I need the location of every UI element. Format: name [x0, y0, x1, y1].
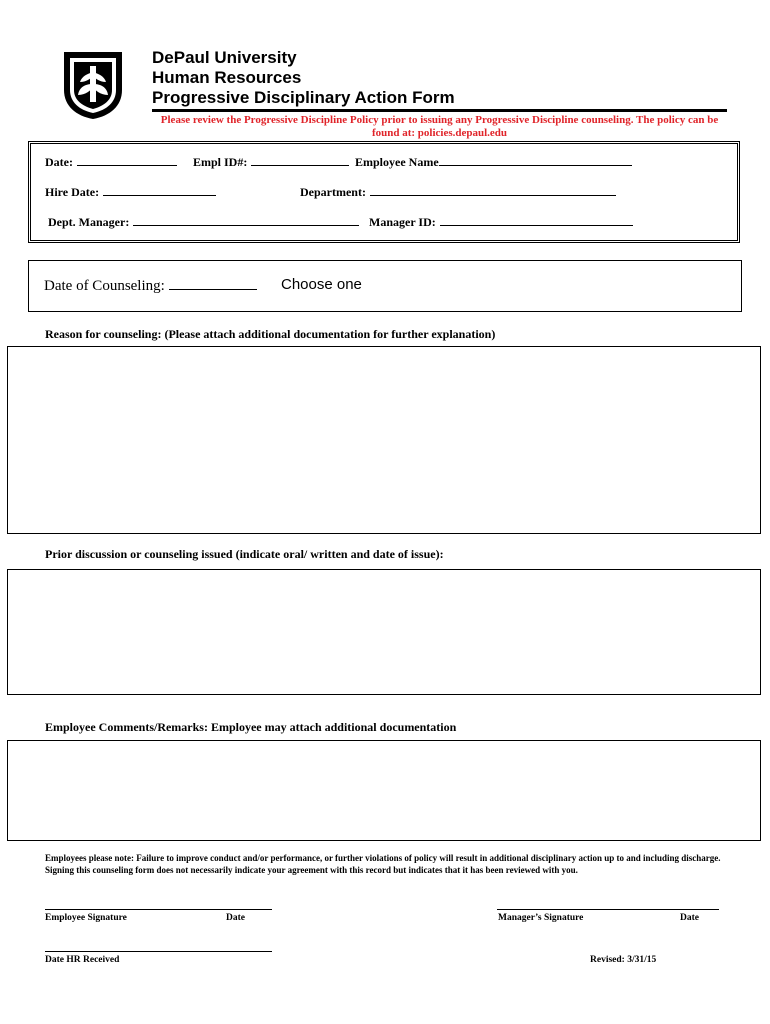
empl-id-field[interactable]	[193, 155, 349, 170]
hire-date-field[interactable]	[45, 185, 216, 200]
counseling-date-blank[interactable]	[169, 277, 257, 290]
manager-id-blank[interactable]	[440, 215, 633, 226]
policy-notice: Please review the Progressive Discipline Policy prior to issuing any Progressive Discipline counseling. The policy can be found at: policies.depaul.edu	[160, 114, 719, 139]
empl-id-label: Empl ID#:	[193, 155, 248, 169]
hire-date-label: Hire Date:	[45, 185, 100, 199]
hr-received-line[interactable]	[45, 951, 272, 952]
reason-label: Reason for counseling: (Please attach additional documentation for further explanation)	[45, 327, 496, 341]
dept-manager-field[interactable]	[48, 215, 359, 230]
manager-date-label: Date	[680, 913, 699, 923]
dept-manager-label: Dept. Manager:	[48, 215, 130, 229]
employee-signature-label: Employee Signature	[45, 913, 127, 923]
employee-comments-label: Employee Comments/Remarks: Employee may attach additional documentation	[45, 720, 457, 734]
counseling-date-field[interactable]	[44, 277, 257, 295]
manager-signature-label: Manager’s Signature	[498, 913, 584, 923]
manager-id-label: Manager ID:	[369, 215, 436, 229]
department-field[interactable]	[300, 185, 616, 200]
employee-name-blank[interactable]	[439, 155, 632, 166]
department-name: Human Resources	[152, 68, 302, 87]
empl-id-blank[interactable]	[251, 155, 349, 166]
counseling-date-label: Date of Counseling:	[44, 278, 165, 294]
revised-date: Revised: 3/31/15	[590, 955, 657, 965]
form-title: Progressive Disciplinary Action Form	[152, 88, 455, 107]
hr-received-label: Date HR Received	[45, 955, 120, 965]
employee-notice: Employees please note: Failure to improve conduct and/or performance, or further violations of policy will result in additional disciplinary action up to and including discharge. Signing this counseling form does not necessarily indicate your agreement with this record but indicates that it has been reviewed with you.	[45, 853, 721, 875]
employee-signature-line[interactable]	[45, 909, 272, 910]
department-label: Department:	[300, 185, 366, 199]
counseling-type-select[interactable]: Choose one	[281, 276, 362, 293]
date-label: Date:	[45, 155, 73, 169]
university-name: DePaul University	[152, 48, 297, 67]
hire-date-blank[interactable]	[103, 185, 216, 196]
depaul-shield-logo-icon	[62, 50, 124, 120]
header-rule	[152, 109, 727, 112]
employee-comments-textarea[interactable]	[7, 740, 761, 841]
employee-name-field[interactable]	[355, 155, 632, 170]
date-field[interactable]	[45, 155, 177, 170]
department-blank[interactable]	[370, 185, 616, 196]
manager-id-field[interactable]	[369, 215, 633, 230]
prior-discussion-label: Prior discussion or counseling issued (indicate oral/ written and date of issue):	[45, 547, 444, 561]
reason-textarea[interactable]	[7, 346, 761, 534]
employee-date-label: Date	[226, 913, 245, 923]
dept-manager-blank[interactable]	[133, 215, 359, 226]
prior-discussion-textarea[interactable]	[7, 569, 761, 695]
manager-signature-line[interactable]	[497, 909, 719, 910]
date-blank[interactable]	[77, 155, 177, 166]
employee-name-label: Employee Name	[355, 155, 439, 169]
